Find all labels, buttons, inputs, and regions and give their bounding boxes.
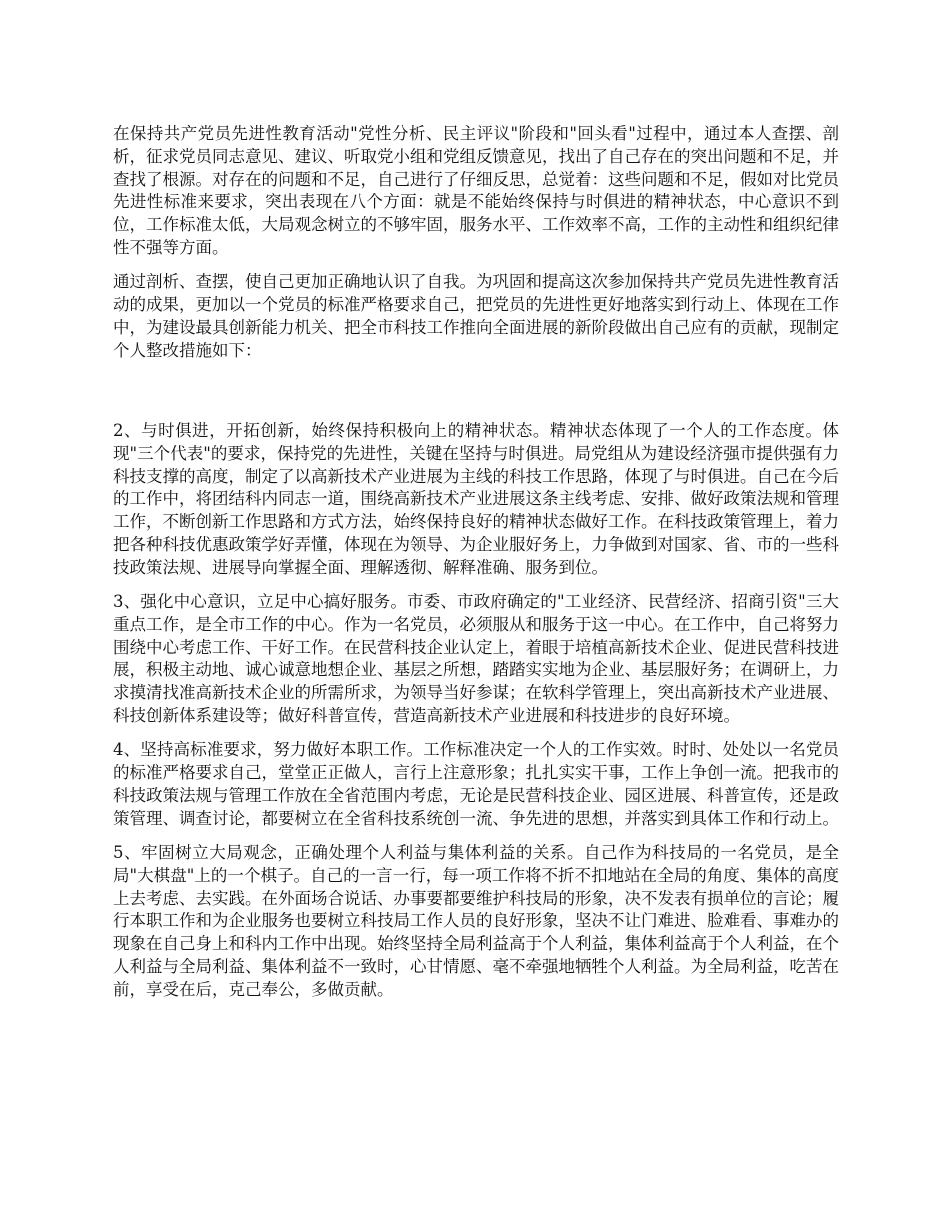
document-body — [113, 123, 839, 1013]
paragraph-intro: 在保持共产党员先进性教育活动"党性分析、民主评议"阶段和"回头看"过程中，通过本人查摆、剖析，征求党员同志意见、建议、听取党小组和党组反馈意见，找出了自己存在的突出问题和不足，并查找了根源。对存在的问题和不足，自己进行了仔细反思，总觉着：这些问题和不足，假如对比党员先进性标准来要求，突出表现在八个方面：就是不能始终保持与时俱进的精神状态，中心意识不到位，工作标准太低，大局观念树立的不够牢固，服务水平、工作效率不高，工作的主动性和组织纪律性不强等方面。 — [113, 124, 839, 257]
paragraph-item-2: 2、与时俱进，开拓创新，始终保持积极向上的精神状态。精神状态体现了一个人的工作态度。体现"三个代表"的要求，保持党的先进性，关键在坚持与时俱进。局党组从为建设经济强市提供强有力科技支撑的高度，制定了以高新技术产业进展为主线的科技工作思路，体现了与时俱进。自己在今后的工作中，将团结科内同志一道，围绕高新技术产业进展这条主线考虑、安排、做好政策法规和管理工作，不断创新工作思路和方式方法，始终保持良好的精神状态做好工作。在科技政策管理上，着力把各种科技优惠政策学好弄懂，体现在为领导、为企业服好务上，力争做到对国家、省、市的一些科技政策法规、进展导向掌握全面、理解透彻、解释准确、服务到位。 — [113, 420, 839, 577]
blank-gap — [113, 374, 839, 420]
paragraph-item-4: 4、坚持高标准要求，努力做好本职工作。工作标准决定一个人的工作实效。时时、处处以一名党员的标准严格要求自己，堂堂正正做人，言行上注意形象；扎扎实实干事，工作上争创一流。把我市的科技政策法规与管理工作放在全省范围内考虑，无论是民营科技企业、园区进展、科普宣传，还是政策管理、调查讨论，都要树立在全省科技系统创一流、争先进的思想，并落实到具体工作和行动上。 — [113, 740, 839, 828]
paragraph-item-5: 5、牢固树立大局观念，正确处理个人利益与集体利益的关系。自己作为科技局的一名党员，是全局"大棋盘"上的一个棋子。自己的一言一行，每一项工作将不折不扣地站在全局的角度、集体的高度上去考虑、去实践。在外面场合说话、办事要都要维护科技局的形象，决不发表有损单位的言论；履行本职工作和为企业服务也要树立科技局工作人员的良好形象，坚决不让门难进、脸难看、事难办的现象在自己身上和科内工作中出现。始终坚持全局利益高于个人利益，集体利益高于个人利益，在个人利益与全局利益、集体利益不一致时，心甘情愿、毫不牵强地牺牲个人利益。为全局利益，吃苦在前，享受在后，克己奉公，多做贡献。 — [113, 843, 839, 999]
paragraph-item-3: 3、强化中心意识，立足中心搞好服务。市委、市政府确定的"工业经济、民营经济、招商引资"三大重点工作，是全市工作的中心。作为一名党员，必须服从和服务于这一中心。在工作中，自己将努力围绕中心考虑工作、干好工作。在民营科技企业认定上，着眼于培植高新技术企业、促进民营科技进展，积极主动地、诚心诚意地想企业、基层之所想，踏踏实实地为企业、基层服好务；在调研上，力求摸清找准高新技术企业的所需所求，为领导当好参谋；在软科学管理上，突出高新技术产业进展、科技创新体系建设等；做好科普宣传，营造高新技术产业进展和科技进步的良好环境。 — [113, 592, 839, 726]
paragraph-measures-intro: 通过剖析、查摆，使自己更加正确地认识了自我。为巩固和提高这次参加保持共产党员先进性教育活动的成果，更加以一个党员的标准严格要求自己，把党员的先进性更好地落实到行动上、体现在工作中，为建设最具创新能力机关、把全市科技工作推向全面进展的新阶段做出自己应有的贡献，现制定个人整改措施如下： — [113, 272, 839, 360]
